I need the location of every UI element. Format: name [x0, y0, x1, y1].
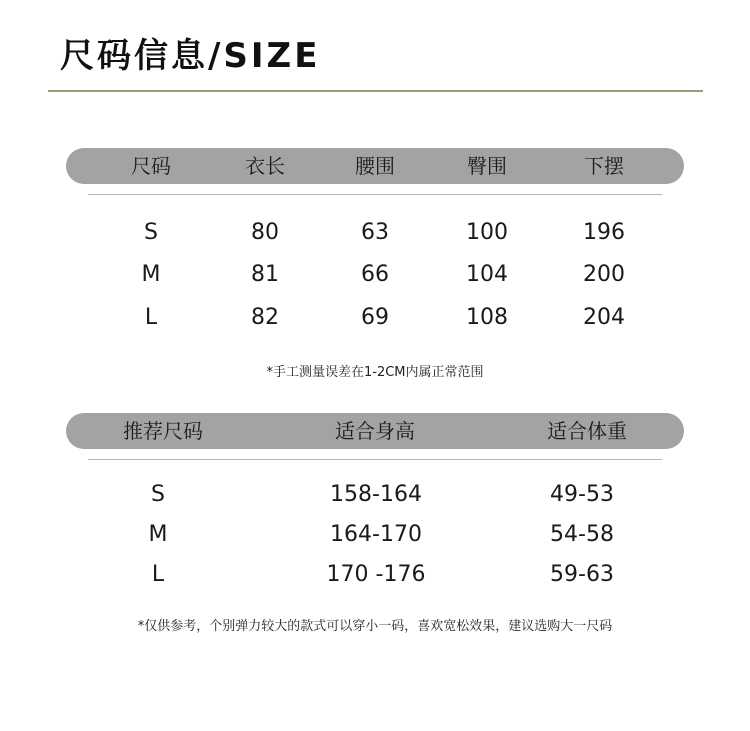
- size-header-length: 衣长: [245, 154, 285, 178]
- size-header-hip: 臀围: [467, 154, 507, 178]
- height-cell: 158-164: [330, 482, 422, 507]
- size-header-size: 尺码: [131, 154, 171, 178]
- size-cell: L: [144, 305, 158, 330]
- recommend-table-header: [66, 413, 684, 449]
- height-cell: 164-170: [330, 522, 422, 547]
- size-header-waist: 腰围: [355, 154, 395, 178]
- size-table-header: [66, 148, 684, 184]
- hem-cell: 200: [583, 262, 625, 287]
- length-cell: 82: [251, 305, 279, 330]
- page-title: 尺码信息/SIZE: [60, 36, 321, 76]
- hip-cell: 100: [466, 220, 508, 245]
- size-table-separator: [88, 194, 662, 195]
- size-cell: M: [148, 522, 168, 547]
- recommend-table-separator: [88, 459, 662, 460]
- size-cell: M: [141, 262, 161, 287]
- hip-cell: 104: [466, 262, 508, 287]
- length-cell: 81: [251, 262, 279, 287]
- length-cell: 80: [251, 220, 279, 245]
- recommend-header-height: 适合身高: [335, 419, 415, 443]
- height-cell: 170 -176: [326, 562, 426, 587]
- size-cell: S: [151, 482, 165, 507]
- size-cell: S: [144, 220, 158, 245]
- measurement-note: *手工测量误差在1-2CM内属正常范围: [266, 365, 484, 380]
- hip-cell: 108: [466, 305, 508, 330]
- waist-cell: 66: [361, 262, 389, 287]
- recommend-header-weight: 适合体重: [547, 419, 627, 443]
- weight-cell: 54-58: [550, 522, 614, 547]
- hem-cell: 204: [583, 305, 625, 330]
- size-cell: L: [151, 562, 165, 587]
- hem-cell: 196: [583, 220, 625, 245]
- waist-cell: 63: [361, 220, 389, 245]
- size-header-hem: 下摆: [584, 154, 624, 178]
- weight-cell: 49-53: [550, 482, 614, 507]
- weight-cell: 59-63: [550, 562, 614, 587]
- recommend-header-size: 推荐尺码: [123, 419, 203, 443]
- title-divider: [48, 90, 703, 92]
- waist-cell: 69: [361, 305, 389, 330]
- recommendation-note: *仅供参考，个别弹力较大的款式可以穿小一码，喜欢宽松效果，建议选购大一尺码: [137, 619, 613, 634]
